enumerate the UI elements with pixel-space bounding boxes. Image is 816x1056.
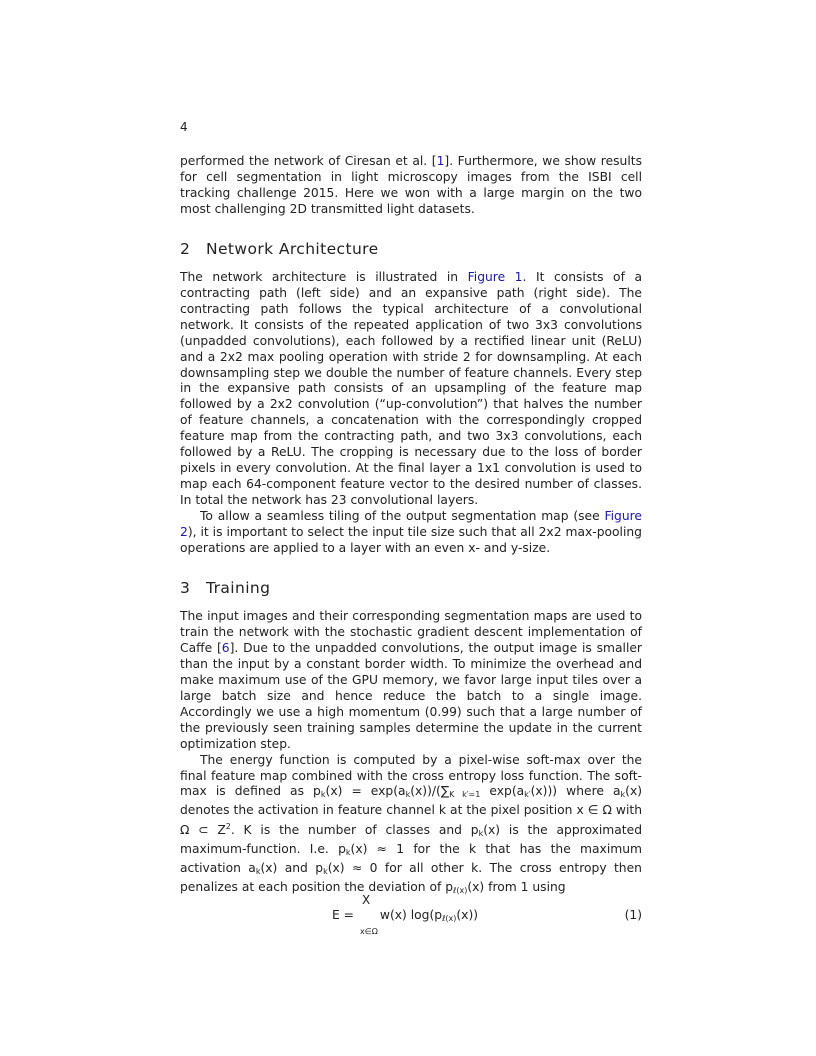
equation-sum-symbol: X [362, 893, 371, 908]
figure-2-link[interactable]: Figure 2 [180, 509, 642, 540]
page-number: 4 [180, 120, 188, 134]
section-number: 3 [180, 578, 191, 597]
network-architecture-paragraph: The network architecture is illustrated in Figure 1. It consists of a contracting path (left side) and an expansive path (right side). The contracting path follows the typical architecture of a convolutional network. It consists of the repeated application of two 3x3 convolutions (unpadded convolutions), each followed by a rectified linear unit (ReLU) and a 2x2 max pooling operation with stride 2 for downsampling. At each downsampling step we double the number of feature channels. Every step in the expansive path consists of an upsampling of the feature map followed by a 2x2 convolution (“up-convolution”) that halves the number of feature channels, a concatenation with the correspondingly cropped feature map from the contracting path, and two 3x3 convolutions, each followed by a ReLU. The cropping is necessary due to the loss of border pixels in every convolution. At the final layer a 1x1 convolution is used to map each 64-component feature vector to the desired number of classes. In total the network has 23 convolutional layers. [180, 269, 642, 508]
section-number: 2 [180, 239, 191, 258]
section-heading-training [180, 579, 642, 597]
equation-number: (1) [624, 908, 642, 923]
page-content [180, 154, 642, 945]
sum-symbol: (∑ [436, 784, 450, 799]
section-title: Network Architecture [206, 239, 379, 258]
tiling-paragraph: To allow a seamless tiling of the output segmentation map (see Figure 2), it is important to select the input tile size such that all 2x2 max-pooling operations are applied to a layer with an even x- and y-size. [180, 509, 642, 556]
training-paragraph: The input images and their corresponding segmentation maps are used to train the network with the stochastic gradient descent implementation of Caffe [6]. Due to the unpadded convolutions, the output image is smaller than the input by a constant border width. To minimize the overhead and make maximum use of the GPU memory, we favor large input tiles over a large batch size and hence reduce the batch to a single image. Accordingly we use a high momentum (0.99) such that a large number of the previously seen training samples determine the update in the current optimization step. [180, 608, 642, 751]
section-title: Training [206, 578, 271, 597]
figure-1-link[interactable]: Figure 1 [467, 269, 523, 284]
sum-limits: K k′=1 [449, 790, 481, 800]
equation-body: E = w(x) $\log(p_{\ell(x)}(x))$ [332, 908, 479, 924]
section-heading-network-architecture [180, 240, 642, 258]
citation-link[interactable]: 1 [436, 154, 445, 168]
energy-function-paragraph: The energy function is computed by a pixel-wise soft-max over the final feature map combined with the cross entropy loss function. The soft-max is defined as $p_k(x) = \exp(a_k(x))/(\sum_{K k'=1}$ $\exp(a_{k'}(x))$) where $a_k(x)$ denotes the activation in feature channel k at the pixel position x ∈ Ω with Ω ⊂ $Z^2$. K is the number of classes and $p_k(x)$ is the approximated maximum-function. I.e. $p_k(x) \approx 1$ for the k that has the maximum activation $a_k(x)$ and $p_k(x) \approx 0$ for all other k. The cross entropy then penalizes at each position the deviation of $p_{\ell(x)}(x)$ from 1 using [180, 752, 643, 896]
equation-1 [180, 893, 642, 945]
citation-link[interactable]: 6 [221, 640, 230, 655]
equation-sum-subscript: x∈Ω [360, 927, 378, 937]
intro-paragraph: performed the network of Ciresan et al. [1]. Furthermore, we show results for cell segmentation in light microscopy images from the ISBI cell tracking challenge 2015. Here we won with a large margin on the two most challenging 2D transmitted light datasets. [180, 154, 642, 216]
